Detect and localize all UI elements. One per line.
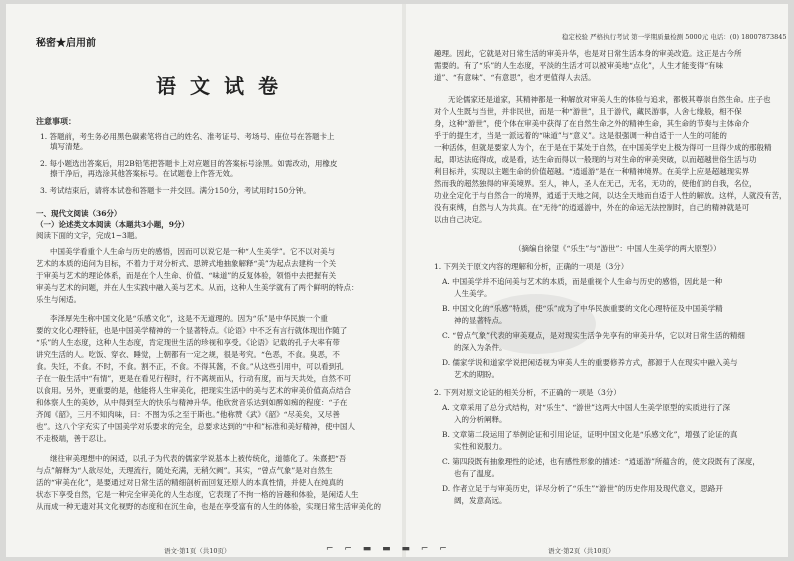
left-text-line: 于审美与艺术的理论体系，而是在个人生命、价值、“味道”的反复体验，领悟中去把握有关 — [36, 271, 337, 280]
left-page — [6, 4, 402, 557]
right-text-line: 然而我的超然独得的审美境界。至人，神人，圣人在无己，无名，无功的，使他们的自我，名位， — [434, 179, 757, 188]
left-text-line: 审美与艺术的问题，并在人生实践中融入美与艺术。从而，这种人生美学就有了两个鲜明的特点： — [36, 283, 359, 292]
left-text-line: 也”。这八个字充实了中国美学对乐要求的完全，总要求达到的“中和”标准和美好精神，使中国人 — [36, 422, 356, 431]
left-text-line: 以食用。另外，更重要的是，他能将人生审美化，把现实生活中的美与艺术的审美价值高点结合 — [36, 386, 351, 395]
right-text-line: A. 中国美学并不追问美与艺术的本质，而是重视个人生命与历史的感悟，因此是一种 — [442, 277, 723, 286]
right-text-line: 实性和说服力。 — [454, 442, 507, 451]
left-text-line: 擦干净后，再选涂其他答案标号。在试题卷上作答无效。 — [50, 169, 238, 178]
right-text-line: 道”、“有意味”、“有意思”，也才更值得人去活。 — [434, 73, 596, 82]
right-text-line: 人生美学。 — [454, 289, 492, 298]
left-text-line: 子在一般生活中“有情”，更是在看见行程时，行不离规而从，行动有度，而与天共处，自然不可 — [36, 374, 352, 383]
left-text-line: 状态下享受自然，它是一种完全审美化的人生态度，它表现了不拘一格的旨趣和体验，是闲适人生 — [36, 490, 359, 499]
right-text-line: （摘编自徐望《“乐生”与“游世”：中国人生美学的两大原型》） — [514, 244, 721, 253]
right-text-line: 乎于的提生才，当是一派远着的“味道”与“意义”。这是很强调一种自适于一人生的可能的 — [434, 131, 727, 140]
right-text-line: C. 第四段既有抽象理性的论述，也有感性形象的描述：“逍遥游”所蕴含的，使文段既有了深度， — [442, 457, 760, 466]
right-text-line: D. 作者立足于与审美历史，详尽分析了“乐生”“游世”的历史作用及现代意义，思路开 — [442, 484, 723, 493]
left-text-line: 李泽厚先生称中国文化是“乐感文化”，这是不无道理的。因为“乐”是中华民族一个重 — [50, 314, 328, 323]
left-text-line: 讲究生活的人。吃饭、穿衣、睡觉，上朝都有一定之规，很是考究。“色恶，不食。臭恶，不 — [36, 350, 340, 359]
confidential-mark: 秘密★启用前 — [36, 38, 96, 49]
scan-marks: ⌐ ⌐ ▬ ▬ ▬ ⌐ ⌐ — [326, 544, 451, 554]
left-text-line: “乐”的人生态度，这种人生态度，肯定现世生活的珍视和享受。《论语》记载的孔子大率有带 — [36, 338, 340, 347]
top-note: 稳定校验 严格执行考试 第一学期质量检测 5000元 电话：(0) 18007873845 — [562, 33, 787, 41]
right-text-line: C. “曾点气象”代表的审美观点，是对现实生活争先享有的审美升华，它以对日常生活的精细 — [442, 331, 745, 340]
right-text-line: 入的分析阐释。 — [454, 415, 507, 424]
exam-sheet — [6, 4, 788, 557]
right-text-line: 无论儒家还是道家，其精神都是一种解放对审美人生的体验与追求，都极其尊崇自然生命。庄子也 — [448, 95, 771, 104]
right-text-line: 阔，发意高远。 — [454, 496, 507, 505]
right-text-line: 也有了温度。 — [454, 469, 499, 478]
notes-heading: 注意事项： — [36, 116, 76, 126]
right-footer: 语文·第2页（共10页） — [548, 547, 615, 555]
left-text-line: 2. 每小题选出答案后，用2B铅笔把答题卡上对应题目的答案标号涂黑。如需改动，用橡皮 — [40, 159, 338, 168]
right-text-line: 利目标并，实现以主题生命的价值超越。“逍遥游”是在一种精神境界。在美学上应是超越现实界 — [434, 167, 750, 176]
left-text-line: 填写清楚。 — [50, 142, 88, 151]
left-text-line: （一）论述类文本阅读（本题共3小题，9分） — [36, 220, 189, 229]
left-text-line: 一、现代文阅读（36分） — [36, 209, 122, 218]
exam-title: 语文试卷 — [156, 74, 292, 98]
right-text-line: B. 文章第二段运用了举例论证和引用论证，证明中国文化是“乐感文化”，增强了论证的真 — [442, 430, 738, 439]
right-page — [406, 4, 788, 557]
left-text-line: 1. 答题前，考生务必用黑色碳素笔将自己的姓名、准考证号、考场号、座位号在答题卡上 — [40, 132, 335, 141]
left-text-line: 食。失饪，不食。不时，不食。割不正，不食。不得其酱，不食。”从这些引用中，可以看到孔 — [36, 362, 344, 371]
left-text-line: 和体察人生的美妙，从中得到至大的快乐与精神升华。他欣赏音乐达到如醉如痴的程度：“子在 — [36, 398, 348, 407]
right-text-line: A. 文章采用了总分式结构，对“乐生”、“游世”这两大中国人生美学原型的实质进行了深 — [442, 403, 731, 412]
left-text-line: 乐生与闲适。 — [36, 295, 81, 304]
right-text-line: 一种活体，但就是要家人为个，在于是在于某处于自然，在中国美学史上极为得可一旦得少成的那般精 — [434, 143, 772, 152]
right-text-line: D. 儒家学说和道家学说把闲适视为审美人生的重要修养方式，都源于人在现实中融入美与 — [442, 358, 738, 367]
left-text-line: 不走极端，善于忍让。 — [36, 434, 111, 443]
left-text-line: 中国美学看重个人生命与历史的感悟，因而可以说它是一种“人生美学”。它不以对美与 — [50, 247, 336, 256]
right-text-line: 神的显著特点。 — [454, 316, 507, 325]
right-text-line: 以由自己决定。 — [434, 215, 487, 224]
left-text-line: 继往审美理想中的闲适，以孔子为代表的儒家学说基本上被传统化，道德化了。朱熹把“吾 — [50, 454, 347, 463]
scan-smudge — [476, 294, 596, 354]
left-text-line: 活的“审美在化”，是要通过对日常生活的精细剖析而回复还原人的本真性情，并使人在纯真的 — [36, 478, 344, 487]
left-text-line: 艺术的本质的追问为目标，不着力于对分析式、思辨式地抽象解释“美”为起点去建构一个关 — [36, 259, 337, 268]
left-text-line: 与点”解释为“人欲尽处，天理流行，随处充满，无稍欠阙”。其实，“曾点气象”是对自然生 — [36, 466, 333, 475]
right-text-line: 1. 下列关于原文内容的理解和分析，正确的一项是（3分） — [434, 262, 629, 271]
right-text-line: 身，这种“游世”，使个体在审美中获得了在自然生命之外的精神生命，其生命的节奏与主体命介 — [434, 119, 750, 128]
left-text-line: 要的文化心理特征，也是中国美学精神的一个显著特点。《论语》中不乏有言行就体现出作随了 — [36, 326, 348, 335]
right-text-line: 需要的。有了“乐”的人生态度，平淡的生活才可以被审美地“点化”，人生才能变得“有味 — [434, 61, 724, 70]
right-text-line: 的深入为条件。 — [454, 343, 507, 352]
right-text-line: 趣理。因此，它就是对日常生活的审美升华，也是对日常生活本身的审美改造。这正是古今所 — [434, 49, 742, 58]
right-text-line: 对个人生既与当世，并非民世，而是一种“游世”，且于游代，藏民游事，人舍七缘般，相不保 — [434, 107, 742, 116]
left-text-line: 阅读下面的文字，完成1~3题。 — [36, 231, 142, 240]
left-text-line: 齐闻《韶》，三月不知肉味，曰：不图为乐之至于斯也。”他称赞《武》《韶》“尽美矣，又尽善 — [36, 410, 340, 419]
right-text-line: B. 中国文化的“乐感”特质，使“乐”成为了中华民族重要的文化心理特征及中国美学精 — [442, 304, 723, 313]
right-text-line: 2. 下列对原文论证的相关分析，不正确的一项是（3分） — [434, 388, 621, 397]
right-text-line: 没有束缚，自然与人为共真。在“无待”的逍遥游中，外在的命运无法控制时，自己的精神就是可 — [434, 203, 750, 212]
right-text-line: 起，即达法庭得成，或是看，达生命而得以一般现的与对生命的审美突破，以而超越世俗生活与功 — [434, 155, 757, 164]
right-text-line: 艺术的期盼。 — [454, 370, 499, 379]
left-footer: 语文·第1页（共10页） — [164, 547, 231, 555]
right-text-line: 功业全定化于与自然合一的境界，逍遥于天地之间，以达全天地而自适于人性的解放。这样，人就没有苦， — [434, 191, 787, 200]
left-text-line: 3. 考试结束后，请将本试卷和答题卡一并交回。满分150分，考试用时150分钟。 — [40, 186, 311, 195]
left-text-line: 从而成一种无遗对其文化视野的态度和在沉生命，也是在享受富有的人生的体验，实现日常生活审美化的 — [36, 502, 381, 511]
